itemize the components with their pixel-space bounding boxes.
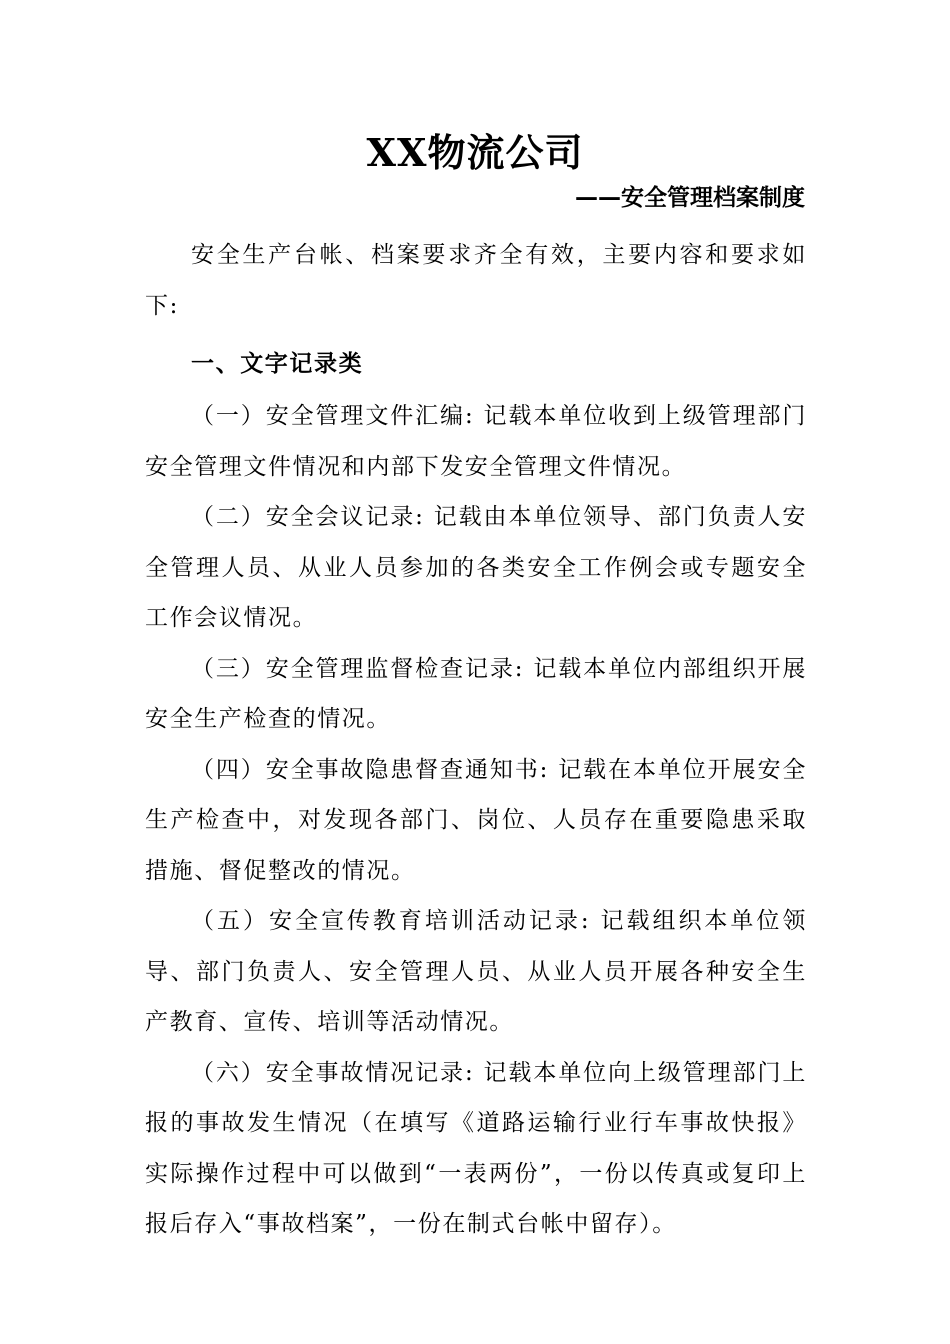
section-heading: 一、文字记录类 [191, 351, 364, 377]
list-item: （五）安全宣传教育培训活动记录: 记载组织本单位领导、部门负责人、安全管理人员、从业人员开展各种安全生产教育、宣传、培训等活动情况。 [145, 908, 807, 1035]
list-item: （二）安全会议记录: 记载由本单位领导、部门负责人安全管理人员、从业人员参加的各类安全工作例会或专题安全工作会议情况。 [145, 504, 807, 631]
list-item: （六）安全事故情况记录: 记载本单位向上级管理部门上报的事故发生情况（在填写《道路运输行业行车事故快报》实际操作过程中可以做到“一表两份”，一份以传真或复印上报后存入“事故档案”，一份在制式台帐中留存）。 [145, 1059, 807, 1237]
list-item: （四）安全事故隐患督查通知书: 记载在本单位开展安全生产检查中，对发现各部门、岗位、人员存在重要隐患采取措施、督促整改的情况。 [145, 756, 807, 884]
list-item: （一）安全管理文件汇编: 记载本单位收到上级管理部门安全管理文件情况和内部下发安全管理文件情况。 [145, 403, 807, 480]
document-title: XX物流公司 [366, 130, 584, 175]
document-subtitle: ——安全管理档案制度 [575, 185, 805, 211]
intro-paragraph: 安全生产台帐、档案要求齐全有效，主要内容和要求如下: [145, 242, 807, 319]
list-item: （三）安全管理监督检查记录: 记载本单位内部组织开展安全生产检查的情况。 [145, 655, 807, 732]
document-body [145, 230, 807, 1250]
